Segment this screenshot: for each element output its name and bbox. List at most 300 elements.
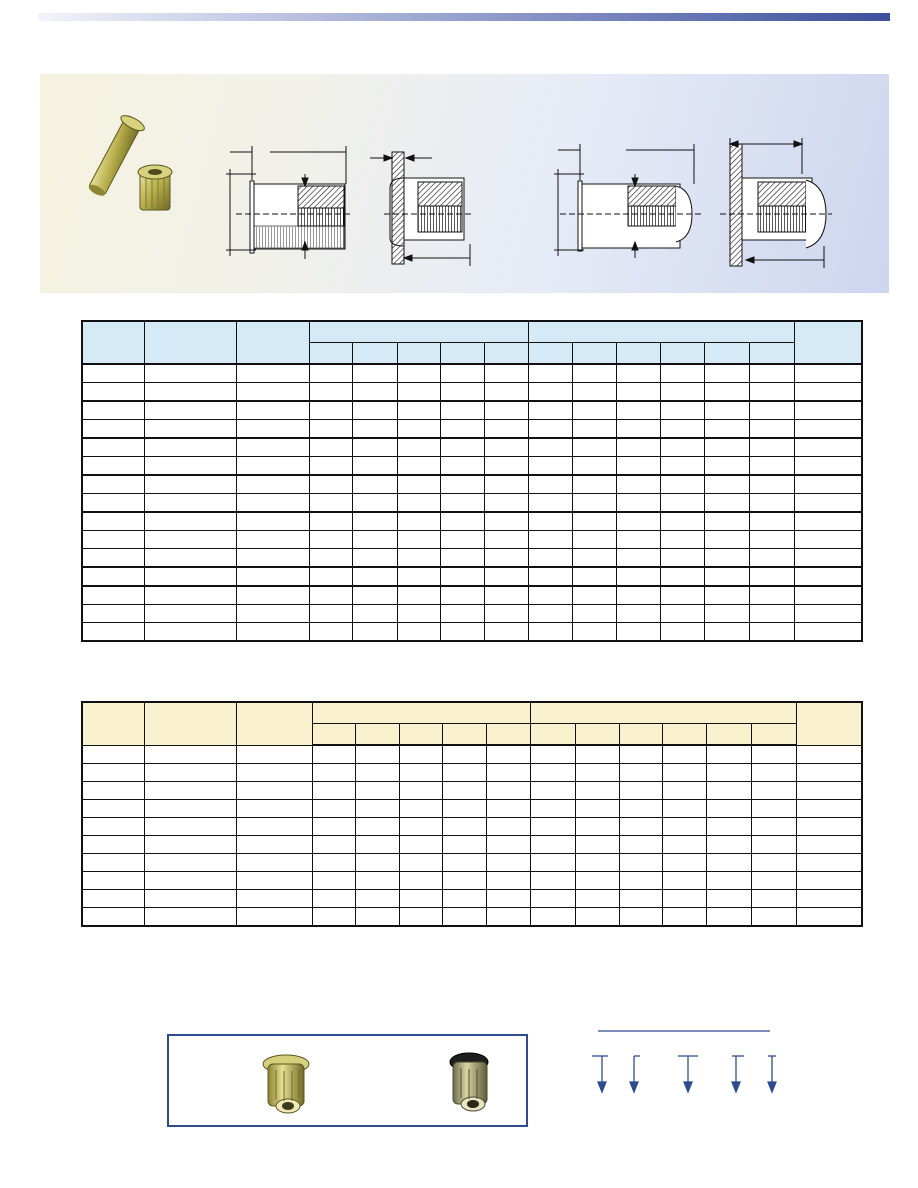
table-cell: [617, 364, 660, 383]
header-cell: [82, 321, 144, 364]
table-cell: [399, 818, 442, 836]
table-cell: [484, 420, 528, 439]
table-cell: [530, 908, 575, 927]
table-cell: [144, 854, 236, 872]
table-cell: [353, 623, 397, 642]
table-cell: [704, 383, 749, 402]
table-cell: [237, 364, 310, 383]
table-cell: [751, 782, 796, 800]
table-cell: [617, 457, 660, 476]
table-cell: [355, 782, 399, 800]
table-cell: [704, 605, 749, 623]
table-row: [82, 494, 862, 513]
table-cell: [706, 908, 751, 927]
table-cell: [355, 890, 399, 908]
table-row: [82, 890, 862, 908]
table-cell: [353, 401, 397, 420]
table-cell: [617, 549, 660, 568]
table-cell: [82, 782, 144, 800]
table-cell: [312, 908, 355, 927]
table-cell: [144, 605, 236, 623]
header-cell: [144, 321, 236, 364]
table-cell: [484, 623, 528, 642]
table-cell: [704, 531, 749, 549]
table-cell: [399, 854, 442, 872]
table-row: [82, 623, 862, 642]
table-cell: [399, 764, 442, 782]
header-group-cell: [529, 321, 795, 343]
table-cell: [353, 586, 397, 605]
table-cell: [144, 890, 236, 908]
table-cell: [442, 890, 486, 908]
table-cell: [397, 494, 440, 513]
table-cell: [796, 872, 862, 890]
table-cell: [486, 890, 530, 908]
table-cell: [440, 457, 484, 476]
table-cell: [486, 836, 530, 854]
table-cell: [484, 383, 528, 402]
table-cell: [310, 364, 353, 383]
table-cell: [617, 383, 660, 402]
header-cell: [486, 724, 530, 746]
table-row: [82, 512, 862, 531]
header-cell: [397, 343, 440, 365]
table-cell: [662, 890, 706, 908]
part-number-segment-arrow: [592, 1056, 608, 1092]
table-cell: [440, 494, 484, 513]
table-row: [82, 745, 862, 764]
table-cell: [530, 854, 575, 872]
table-cell: [529, 531, 573, 549]
table-cell: [617, 494, 660, 513]
table-row: [82, 401, 862, 420]
table-cell: [706, 890, 751, 908]
table-cell: [355, 908, 399, 927]
table-cell: [82, 872, 144, 890]
table-cell: [660, 512, 704, 531]
table-cell: [575, 872, 619, 890]
table-cell: [619, 745, 662, 764]
table-cell: [573, 586, 617, 605]
table-cell: [82, 623, 144, 642]
header-cell: [619, 724, 662, 746]
table-cell: [82, 475, 144, 494]
table-cell: [529, 512, 573, 531]
table-cell: [749, 512, 794, 531]
table-cell: [82, 854, 144, 872]
table-cell: [486, 872, 530, 890]
table-cell: [795, 364, 862, 383]
table-cell: [573, 623, 617, 642]
table-cell: [82, 531, 144, 549]
table-cell: [397, 401, 440, 420]
table-cell: [660, 531, 704, 549]
table-cell: [440, 605, 484, 623]
table-cell: [662, 764, 706, 782]
table-cell: [236, 818, 312, 836]
header-cell: [440, 343, 484, 365]
table-cell: [486, 854, 530, 872]
table-cell: [619, 800, 662, 818]
table-cell: [617, 512, 660, 531]
table-cell: [440, 567, 484, 586]
table-cell: [749, 567, 794, 586]
table-cell: [529, 401, 573, 420]
table-cell: [484, 401, 528, 420]
table-cell: [144, 872, 236, 890]
table-cell: [399, 836, 442, 854]
table-cell: [660, 567, 704, 586]
table-cell: [704, 475, 749, 494]
table-cell: [575, 836, 619, 854]
table-cell: [310, 605, 353, 623]
table-cell: [397, 438, 440, 457]
table-cell: [660, 494, 704, 513]
finish-options-box: [167, 1034, 528, 1127]
table-cell: [749, 549, 794, 568]
table-cell: [619, 890, 662, 908]
installed-section-flat-head: [370, 152, 472, 266]
table-cell: [440, 401, 484, 420]
table-cell: [529, 457, 573, 476]
table-cell: [617, 567, 660, 586]
table-cell: [442, 782, 486, 800]
table-cell: [529, 420, 573, 439]
table-cell: [530, 800, 575, 818]
header-cell: [82, 702, 144, 745]
table-cell: [486, 800, 530, 818]
table-cell: [237, 567, 310, 586]
table-cell: [704, 457, 749, 476]
table-cell: [575, 908, 619, 927]
table-cell: [484, 605, 528, 623]
table-cell: [353, 512, 397, 531]
table-cell: [749, 364, 794, 383]
table-cell: [144, 512, 236, 531]
table-cell: [82, 586, 144, 605]
table-cell: [144, 745, 236, 764]
table-cell: [573, 364, 617, 383]
table-cell: [619, 764, 662, 782]
table-cell: [399, 890, 442, 908]
table-row: [82, 764, 862, 782]
table-cell: [530, 764, 575, 782]
table-cell: [706, 764, 751, 782]
table-cell: [397, 586, 440, 605]
header-cell: [399, 724, 442, 746]
header-cell: [355, 724, 399, 746]
table-cell: [399, 908, 442, 927]
table-cell: [144, 475, 236, 494]
table-cell: [353, 383, 397, 402]
table-cell: [440, 549, 484, 568]
table-cell: [529, 586, 573, 605]
table-cell: [397, 383, 440, 402]
table-cell: [82, 512, 144, 531]
table-cell: [82, 605, 144, 623]
table-cell: [399, 745, 442, 764]
table-cell: [749, 401, 794, 420]
table-cell: [484, 457, 528, 476]
table-cell: [795, 475, 862, 494]
table-cell: [530, 745, 575, 764]
table-cell: [617, 605, 660, 623]
table-cell: [529, 383, 573, 402]
table-cell: [237, 512, 310, 531]
table-cell: [144, 494, 236, 513]
table-cell: [484, 512, 528, 531]
table-row: [82, 818, 862, 836]
table-cell: [575, 782, 619, 800]
table-cell: [310, 494, 353, 513]
table-cell: [144, 438, 236, 457]
table-cell: [310, 383, 353, 402]
table-cell: [529, 605, 573, 623]
table-cell: [144, 383, 236, 402]
table-cell: [704, 364, 749, 383]
table-cell: [660, 475, 704, 494]
table-cell: [751, 836, 796, 854]
table-cell: [397, 567, 440, 586]
table-cell: [573, 457, 617, 476]
table-cell: [442, 764, 486, 782]
table-cell: [353, 531, 397, 549]
table-cell: [82, 401, 144, 420]
table-cell: [573, 475, 617, 494]
table-cell: [795, 512, 862, 531]
header-cell: [795, 321, 862, 364]
part-number-segment-arrow: [678, 1056, 698, 1092]
table-row: [82, 383, 862, 402]
table-cell: [144, 836, 236, 854]
table-cell: [796, 745, 862, 764]
table-row: [82, 420, 862, 439]
header-cell: [529, 343, 573, 365]
table-cell: [704, 549, 749, 568]
table-cell: [704, 586, 749, 605]
table-cell: [484, 494, 528, 513]
table-cell: [706, 836, 751, 854]
table-cell: [82, 836, 144, 854]
table-cell: [575, 854, 619, 872]
table-row: [82, 908, 862, 927]
header-cell: [751, 724, 796, 746]
table-cell: [749, 383, 794, 402]
table-cell: [237, 438, 310, 457]
table-cell: [796, 764, 862, 782]
table-cell: [795, 623, 862, 642]
table-cell: [706, 745, 751, 764]
product-photo: [84, 113, 172, 210]
table-cell: [236, 836, 312, 854]
table-cell: [486, 764, 530, 782]
table-cell: [442, 745, 486, 764]
table-cell: [310, 420, 353, 439]
table-cell: [442, 836, 486, 854]
table-cell: [529, 549, 573, 568]
table-cell: [749, 420, 794, 439]
table-cell: [796, 818, 862, 836]
table-cell: [660, 420, 704, 439]
table-cell: [440, 531, 484, 549]
table-cell: [310, 475, 353, 494]
table-cell: [82, 549, 144, 568]
table-cell: [144, 420, 236, 439]
table-cell: [82, 764, 144, 782]
table-cell: [399, 782, 442, 800]
table-cell: [442, 872, 486, 890]
table-cell: [660, 605, 704, 623]
table-cell: [749, 475, 794, 494]
table-row: [82, 872, 862, 890]
table-cell: [236, 854, 312, 872]
header-group-cell: [530, 702, 796, 724]
table-cell: [82, 818, 144, 836]
header-cell: [662, 724, 706, 746]
table-cell: [310, 401, 353, 420]
table-cell: [573, 605, 617, 623]
table-cell: [310, 586, 353, 605]
header-cell: [530, 724, 575, 746]
table-cell: [440, 364, 484, 383]
zinc-plated-rivet-nut-photo: [263, 1055, 309, 1113]
table-cell: [237, 420, 310, 439]
spec-table-a-body: [82, 364, 862, 641]
table-cell: [573, 549, 617, 568]
table-cell: [82, 457, 144, 476]
table-row: [82, 364, 862, 383]
table-cell: [353, 438, 397, 457]
table-row: [82, 475, 862, 494]
table-cell: [484, 475, 528, 494]
table-row: [82, 531, 862, 549]
table-cell: [399, 800, 442, 818]
table-cell: [617, 531, 660, 549]
table-cell: [573, 420, 617, 439]
table-cell: [706, 818, 751, 836]
header-cell: [144, 702, 236, 745]
header-cell: [484, 343, 528, 365]
table-cell: [353, 549, 397, 568]
table-cell: [484, 567, 528, 586]
table-cell: [82, 567, 144, 586]
table-cell: [662, 908, 706, 927]
table-cell: [660, 401, 704, 420]
table-cell: [237, 549, 310, 568]
table-cell: [530, 890, 575, 908]
table-cell: [440, 512, 484, 531]
table-cell: [796, 800, 862, 818]
spec-table-a-header: [82, 321, 862, 364]
table-cell: [484, 438, 528, 457]
header-cell: [310, 343, 353, 365]
table-cell: [617, 475, 660, 494]
table-cell: [440, 586, 484, 605]
table-cell: [353, 364, 397, 383]
table-cell: [706, 854, 751, 872]
table-cell: [751, 890, 796, 908]
header-cell: [353, 343, 397, 365]
table-cell: [82, 438, 144, 457]
header-cell: [442, 724, 486, 746]
table-cell: [397, 364, 440, 383]
table-cell: [530, 872, 575, 890]
spec-table-b: [81, 701, 863, 927]
table-cell: [442, 854, 486, 872]
table-cell: [440, 475, 484, 494]
header-cell: [796, 702, 862, 745]
header-group-cell: [312, 702, 530, 724]
table-cell: [236, 800, 312, 818]
table-cell: [575, 745, 619, 764]
table-cell: [749, 457, 794, 476]
header-cell: [236, 702, 312, 745]
table-cell: [312, 854, 355, 872]
table-cell: [310, 438, 353, 457]
table-cell: [236, 872, 312, 890]
table-cell: [619, 836, 662, 854]
table-cell: [704, 420, 749, 439]
table-cell: [704, 623, 749, 642]
header-cell: [575, 724, 619, 746]
table-cell: [751, 872, 796, 890]
table-cell: [704, 401, 749, 420]
table-row: [82, 800, 862, 818]
product-hero-panel: [40, 74, 889, 293]
table-cell: [795, 438, 862, 457]
table-cell: [237, 531, 310, 549]
table-cell: [795, 401, 862, 420]
table-cell: [486, 818, 530, 836]
table-cell: [237, 605, 310, 623]
table-cell: [236, 764, 312, 782]
table-cell: [662, 854, 706, 872]
table-cell: [795, 531, 862, 549]
table-cell: [575, 890, 619, 908]
installed-section-closed-end: [720, 138, 832, 268]
table-cell: [573, 531, 617, 549]
table-cell: [312, 818, 355, 836]
table-cell: [795, 567, 862, 586]
table-row: [82, 605, 862, 623]
table-cell: [310, 623, 353, 642]
table-cell: [82, 890, 144, 908]
table-cell: [660, 623, 704, 642]
table-cell: [751, 764, 796, 782]
table-cell: [310, 567, 353, 586]
table-cell: [237, 457, 310, 476]
table-cell: [660, 457, 704, 476]
table-cell: [144, 764, 236, 782]
part-number-segment-arrow: [768, 1056, 776, 1092]
table-cell: [484, 531, 528, 549]
spec-table-b-body: [82, 745, 862, 926]
table-cell: [749, 438, 794, 457]
table-cell: [310, 457, 353, 476]
table-cell: [397, 512, 440, 531]
table-cell: [529, 438, 573, 457]
table-cell: [704, 512, 749, 531]
table-cell: [82, 364, 144, 383]
table-cell: [575, 764, 619, 782]
table-cell: [529, 623, 573, 642]
table-cell: [440, 420, 484, 439]
table-cell: [144, 567, 236, 586]
table-cell: [751, 908, 796, 927]
table-cell: [530, 818, 575, 836]
table-cell: [355, 854, 399, 872]
table-cell: [144, 782, 236, 800]
